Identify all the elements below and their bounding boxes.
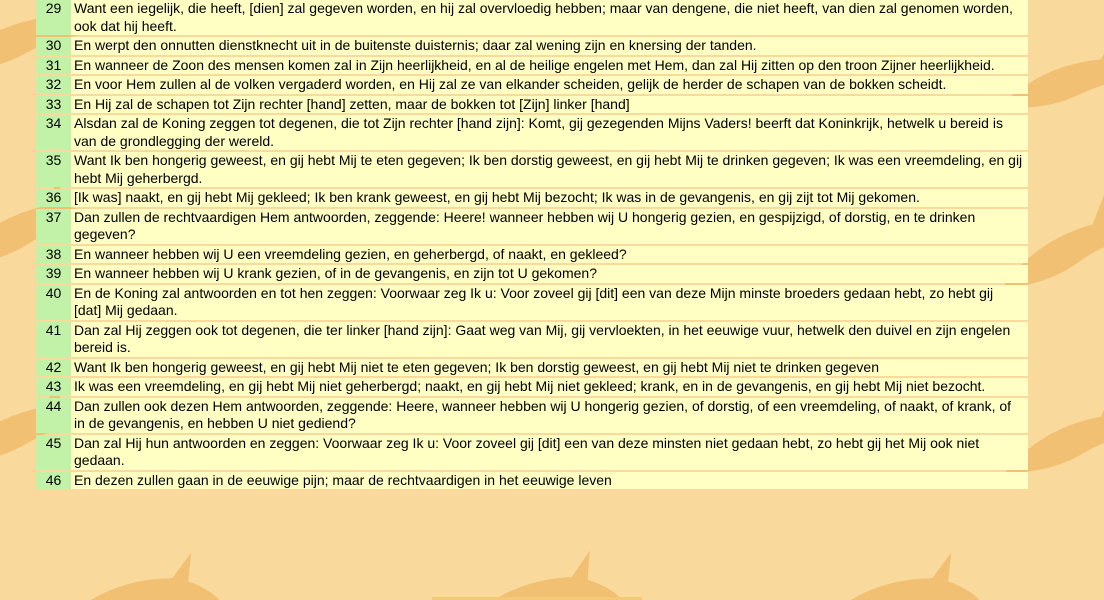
verse-row <box>36 265 1028 283</box>
verse-text: En de Koning zal antwoorden en tot hen zeggen: Voorwaar zeg Ik u: Voor zoveel gij [dit] een van deze Mijn minste broeders gedaan hebt, zo hebt gij [dat] Mij gedaan. <box>71 285 1028 320</box>
verse-row <box>36 359 1028 377</box>
verse-text: Want een iegelijk, die heeft, [dien] zal gegeven worden, en hij zal overvloedig hebben; maar van dengene, die niet heeft, van dien zal genomen worden, ook dat hij heeft. <box>71 0 1028 35</box>
verse-number: 43 <box>36 378 71 396</box>
verse-number: 39 <box>36 265 71 283</box>
verse-number: 42 <box>36 359 71 377</box>
verse-number: 30 <box>36 37 71 55</box>
verse-text: En wanneer hebben wij U een vreemdeling gezien, en geherbergd, of naakt, en gekleed? <box>71 246 1028 264</box>
verse-number: 46 <box>36 472 71 490</box>
verse-text: Ik was een vreemdeling, en gij hebt Mij niet geherbergd; naakt, en gij hebt Mij niet gekleed; krank, en in de gevangenis, en gij hebt Mij niet bezocht. <box>71 378 1028 396</box>
verse-number: 41 <box>36 322 71 357</box>
verse-number: 35 <box>36 152 71 187</box>
verse-row <box>36 472 1028 490</box>
verse-row <box>36 435 1028 470</box>
verse-row <box>36 398 1028 433</box>
verse-row <box>36 57 1028 75</box>
verse-text: [Ik was] naakt, en gij hebt Mij gekleed; Ik ben krank geweest, en gij hebt Mij bezocht; Ik was in de gevangenis, en gij zijt tot Mij gekomen. <box>71 189 1028 207</box>
verse-text: En wanneer hebben wij U krank gezien, of in de gevangenis, en zijn tot U gekomen? <box>71 265 1028 283</box>
verse-row <box>36 0 1028 35</box>
verse-table <box>36 0 1028 491</box>
verse-text: Dan zullen de rechtvaardigen Hem antwoorden, zeggende: Heere! wanneer hebben wij U hongerig gezien, en gespijzigd, of dorstig, en te drinken gegeven? <box>71 209 1028 244</box>
verse-row <box>36 37 1028 55</box>
verse-text: Dan zal Hij zeggen ook tot degenen, die ter linker [hand zijn]: Gaat weg van Mij, gij vervloekten, in het eeuwige vuur, hetwelk den duivel en zijn engelen bereid is. <box>71 322 1028 357</box>
verse-row <box>36 378 1028 396</box>
verse-text: Dan zal Hij hun antwoorden en zeggen: Voorwaar zeg Ik u: Voor zoveel gij [dit] een van deze minsten niet gedaan hebt, zo hebt gij het Mij ook niet gedaan. <box>71 435 1028 470</box>
verse-number: 37 <box>36 209 71 244</box>
verse-number: 32 <box>36 76 71 94</box>
verse-number: 34 <box>36 115 71 150</box>
verse-row <box>36 285 1028 320</box>
verse-text: En werpt den onnutten dienstknecht uit in de buitenste duisternis; daar zal wening zijn en knersing der tanden. <box>71 37 1028 55</box>
verse-row <box>36 189 1028 207</box>
verse-text: Alsdan zal de Koning zeggen tot degenen, die tot Zijn rechter [hand zijn]: Komt, gij gezegenden Mijns Vaders! beerft dat Koninkrijk, hetwelk u bereid is van de grondlegging der wereld. <box>71 115 1028 150</box>
verse-number: 44 <box>36 398 71 433</box>
verse-number: 38 <box>36 246 71 264</box>
verse-number: 40 <box>36 285 71 320</box>
verse-text: Want Ik ben hongerig geweest, en gij hebt Mij te eten gegeven; Ik ben dorstig geweest, en gij hebt Mij te drinken gegeven; Ik was een vreemdeling, en gij hebt Mij geherbergd. <box>71 152 1028 187</box>
verse-row <box>36 115 1028 150</box>
verse-text: En voor Hem zullen al de volken vergaderd worden, en Hij zal ze van elkander scheiden, gelijk de herder de schapen van de bokken scheidt. <box>71 76 1028 94</box>
verse-number: 36 <box>36 189 71 207</box>
verse-row <box>36 209 1028 244</box>
verse-text: Dan zullen ook dezen Hem antwoorden, zeggende: Heere, wanneer hebben wij U hongerig gezien, of dorstig, of een vreemdeling, of naakt, of krank, of in de gevangenis, en hebben U niet gediend? <box>71 398 1028 433</box>
verse-text: En wanneer de Zoon des mensen komen zal in Zijn heerlijkheid, en al de heilige engelen met Hem, dan zal Hij zitten op den troon Zijner heerlijkheid. <box>71 57 1028 75</box>
verse-number: 31 <box>36 57 71 75</box>
verse-text: En Hij zal de schapen tot Zijn rechter [hand] zetten, maar de bokken tot [Zijn] linker [hand] <box>71 96 1028 114</box>
verse-row <box>36 96 1028 114</box>
verse-number: 45 <box>36 435 71 470</box>
verse-row <box>36 322 1028 357</box>
verse-row <box>36 76 1028 94</box>
verse-list <box>36 0 1028 489</box>
verse-row <box>36 246 1028 264</box>
verse-number: 33 <box>36 96 71 114</box>
verse-row <box>36 152 1028 187</box>
verse-number: 29 <box>36 0 71 35</box>
verse-text: En dezen zullen gaan in de eeuwige pijn; maar de rechtvaardigen in het eeuwige leven <box>71 472 1028 490</box>
verse-text: Want Ik ben hongerig geweest, en gij hebt Mij niet te eten gegeven; Ik ben dorstig geweest, en gij hebt Mij niet te drinken gegeven <box>71 359 1028 377</box>
